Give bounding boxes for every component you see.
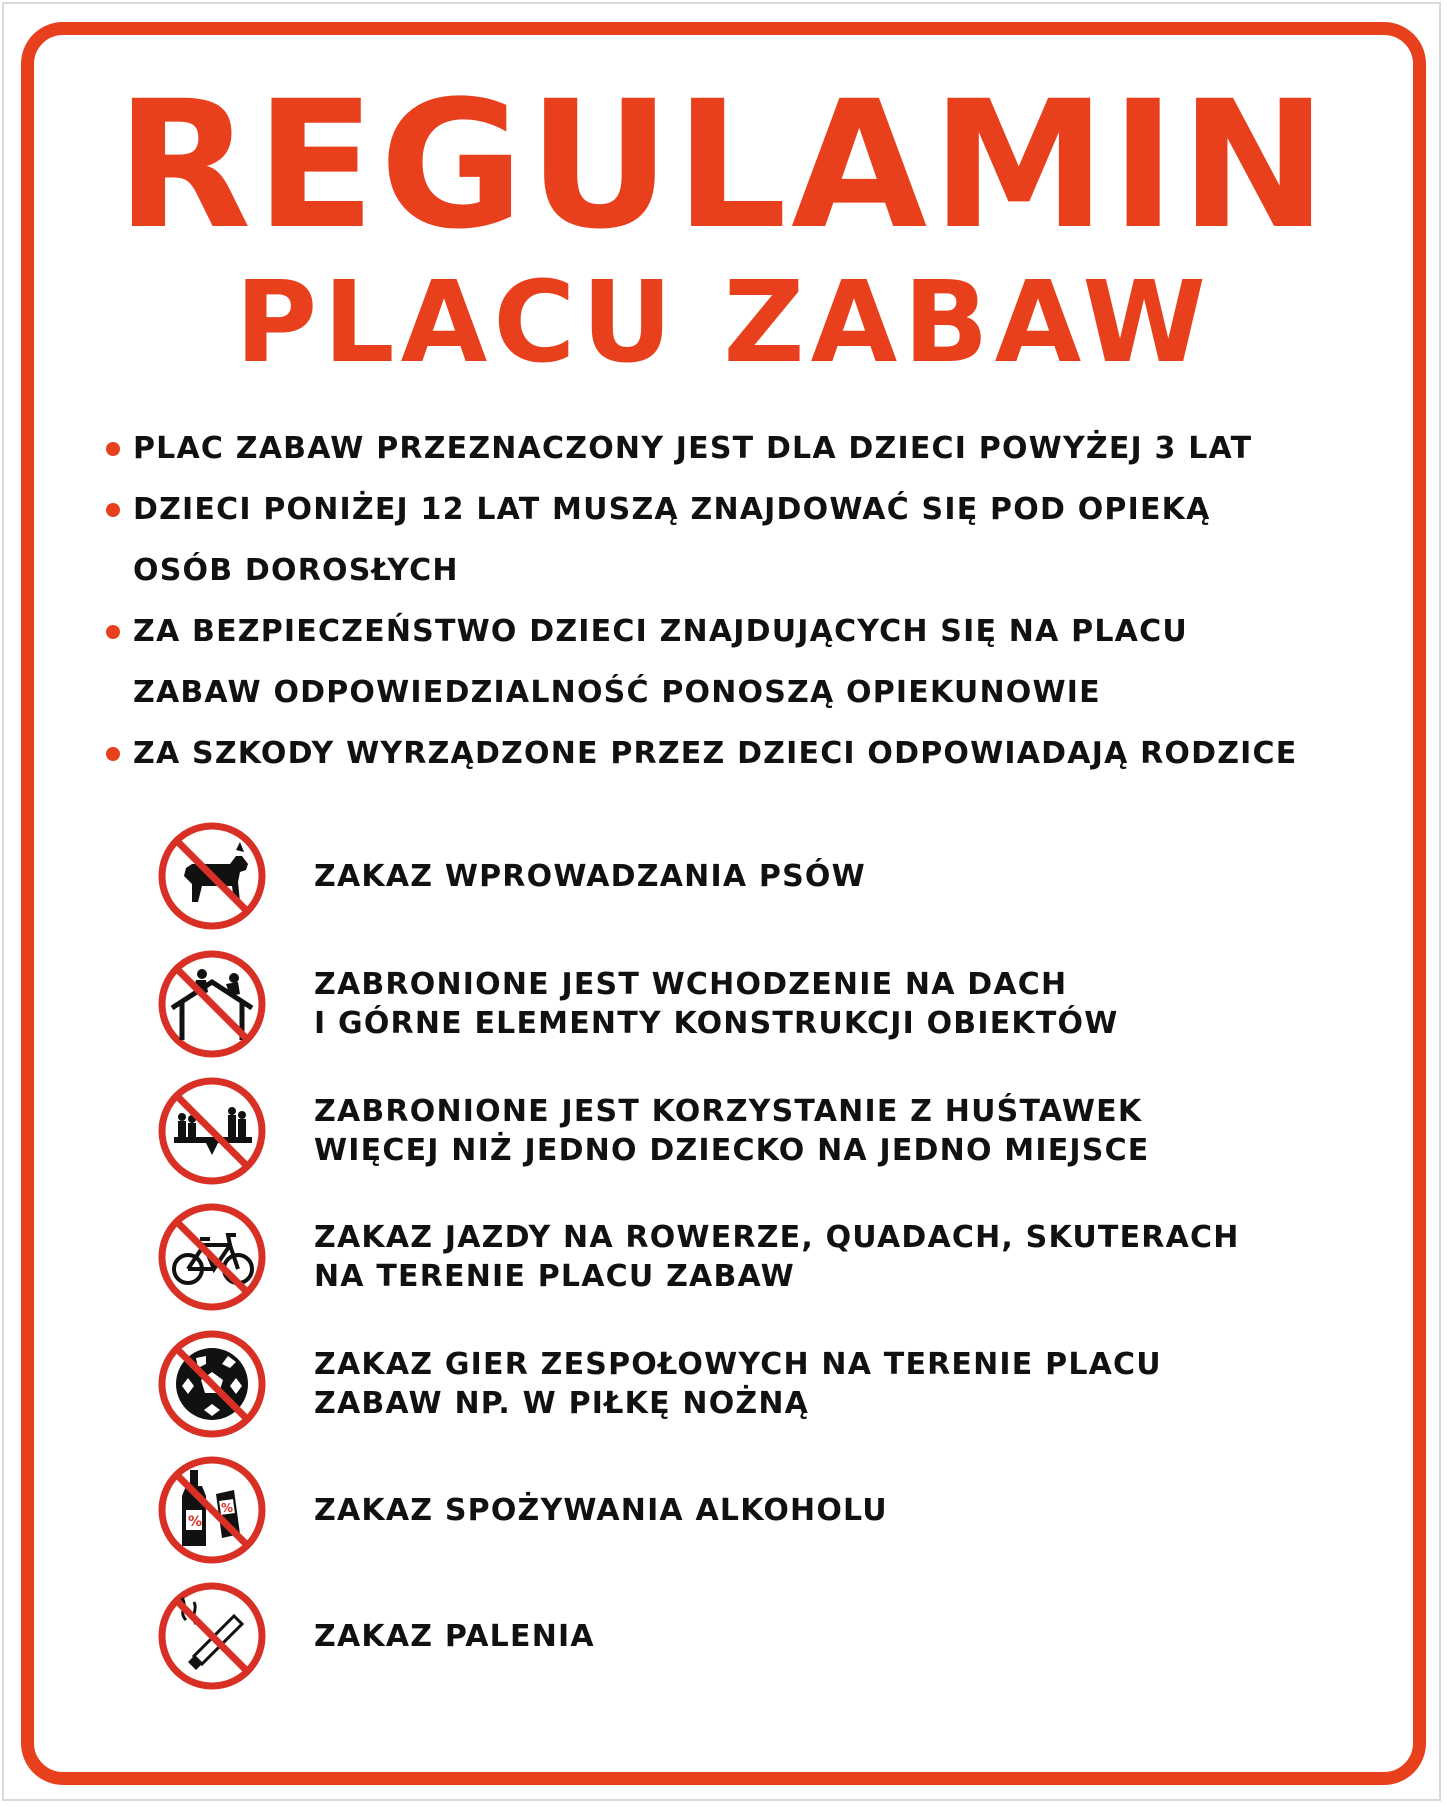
rule-item: [105, 723, 1365, 784]
prohibition-line: WIĘCEJ NIŻ JEDNO DZIECKO NA JEDNO MIEJSCE: [314, 1133, 1150, 1168]
rule-line: DZIECI PONIŻEJ 12 LAT MUSZĄ ZNAJDOWAĆ SIĘ POD OPIEKĄ: [133, 492, 1211, 527]
svg-text:%: %: [188, 1514, 203, 1530]
prohibition-text: [314, 1580, 595, 1692]
bullet-icon: [106, 747, 120, 761]
prohibition-line: ZAKAZ SPOŻYWANIA ALKOHOLU: [314, 1492, 888, 1528]
prohibition-item: [0, 820, 1447, 932]
bullet-icon: [106, 503, 120, 517]
sign-title: REGULAMIN: [115, 63, 1332, 268]
no-seesaw-overload-icon: [156, 1075, 268, 1187]
prohibition-text: [314, 948, 1119, 1060]
prohibition-line: NA TERENIE PLACU ZABAW: [314, 1259, 795, 1294]
no-ball-games-icon: [156, 1328, 268, 1440]
prohibition-line: I GÓRNE ELEMENTY KONSTRUKCJI OBIEKTÓW: [314, 1006, 1119, 1041]
prohibition-item: [0, 1201, 1447, 1313]
prohibition-line: ZABRONIONE JEST KORZYSTANIE Z HUŚTAWEK: [314, 1094, 1143, 1129]
prohibition-line: ZAKAZ JAZDY NA ROWERZE, QUADACH, SKUTERACH: [314, 1220, 1240, 1255]
no-smoking-icon: [156, 1580, 268, 1692]
no-alcohol-icon: [156, 1454, 268, 1566]
bullet-icon: [106, 625, 120, 639]
prohibition-text: [314, 820, 866, 932]
prohibition-line: ZAKAZ GIER ZESPOŁOWYCH NA TERENIE PLACU: [314, 1347, 1162, 1382]
prohibition-line: ZABRONIONE JEST WCHODZENIE NA DACH: [314, 967, 1068, 1002]
rules-list: [105, 418, 1365, 784]
rule-item: [105, 479, 1365, 601]
rule-line: ZA BEZPIECZEŃSTWO DZIECI ZNAJDUJĄCYCH SIĘ NA PLACU: [133, 614, 1188, 649]
no-dogs-icon: [156, 820, 268, 932]
bullet-icon: [106, 442, 120, 456]
prohibition-text: [314, 1454, 888, 1566]
no-bicycles-icon: [156, 1201, 268, 1313]
no-climbing-roof-icon: [156, 948, 268, 1060]
prohibition-text: [314, 1201, 1240, 1313]
rule-item: [105, 601, 1365, 723]
rule-line: ZA SZKODY WYRZĄDZONE PRZEZ DZIECI ODPOWIADAJĄ RODZICE: [133, 736, 1298, 771]
svg-text:%: %: [221, 1501, 234, 1515]
prohibition-text: [314, 1075, 1149, 1187]
prohibition-line: ZAKAZ PALENIA: [314, 1618, 595, 1654]
rule-line: PLAC ZABAW PRZEZNACZONY JEST DLA DZIECI POWYŻEJ 3 LAT: [133, 431, 1253, 466]
prohibition-line: ZAKAZ WPROWADZANIA PSÓW: [314, 858, 866, 894]
prohibition-line: ZABAW NP. W PIŁKĘ NOŻNĄ: [314, 1386, 810, 1421]
rule-item: [105, 418, 1365, 479]
prohibition-item: [0, 1075, 1447, 1187]
prohibition-item: [0, 948, 1447, 1060]
prohibition-item: [0, 1328, 1447, 1440]
rule-line: OSÓB DOROSŁYCH: [133, 553, 459, 588]
prohibition-item: [0, 1580, 1447, 1692]
rule-line: ZABAW ODPOWIEDZIALNOŚĆ PONOSZĄ OPIEKUNOWIE: [133, 675, 1101, 710]
prohibition-text: [314, 1328, 1162, 1440]
prohibition-item: [0, 1454, 1447, 1566]
sign-subtitle: PLACU ZABAW: [235, 258, 1212, 388]
